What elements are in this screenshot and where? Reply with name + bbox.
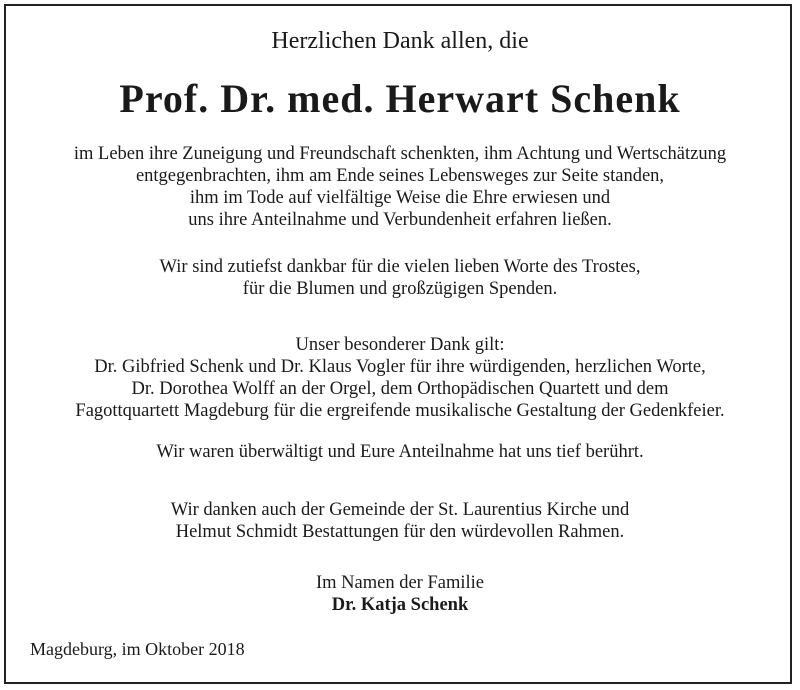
signer-name: Dr. Katja Schenk: [331, 595, 469, 615]
signature-line: Im Namen der Familie: [316, 573, 484, 593]
text-line: uns ihre Anteilnahme und Verbundenheit erfahren ließen.: [188, 210, 612, 230]
intro-line: Herzlichen Dank allen, die: [271, 28, 529, 54]
text-line: Wir danken auch der Gemeinde der St. Laurentius Kirche und: [170, 500, 630, 520]
place-date: Magdeburg, im Oktober 2018: [30, 639, 245, 659]
text-line: Wir waren überwältigt und Eure Anteilnahme hat uns tief berührt.: [156, 442, 644, 462]
signature-block: [0, 572, 800, 616]
text-line: Fagottquartett Magdeburg für die ergreifende musikalische Gestaltung der Gedenkfeier.: [75, 401, 725, 421]
text-line: Dr. Dorothea Wolff an der Orgel, dem Orthopädischen Quartett und dem: [131, 379, 669, 399]
deceased-name: Prof. Dr. med. Herwart Schenk: [119, 76, 681, 121]
special-thanks-paragraph: [0, 334, 800, 422]
text-line: Dr. Gibfried Schenk und Dr. Klaus Vogler für ihre würdigenden, herzlichen Worte,: [94, 357, 706, 377]
text-line: ihm im Tode auf vielfältige Weise die Ehre erwiesen und: [189, 188, 611, 208]
overwhelmed-line: [0, 441, 800, 463]
text-line: im Leben ihre Zuneigung und Freundschaft schenkten, ihm Achtung und Wertschätzung: [73, 144, 727, 164]
thanks-paragraph: [0, 143, 800, 231]
text-line: Helmut Schmidt Bestattungen für den würdevollen Rahmen.: [175, 522, 625, 542]
text-line: entgegenbrachten, ihm am Ende seines Lebensweges zur Seite standen,: [135, 166, 665, 186]
text-line: Unser besonderer Dank gilt:: [295, 335, 505, 355]
community-thanks-paragraph: [0, 499, 800, 543]
text-line: für die Blumen und großzügigen Spenden.: [242, 279, 558, 299]
text-line: Wir sind zutiefst dankbar für die vielen lieben Worte des Trostes,: [159, 257, 641, 277]
gratitude-paragraph: [0, 256, 800, 300]
